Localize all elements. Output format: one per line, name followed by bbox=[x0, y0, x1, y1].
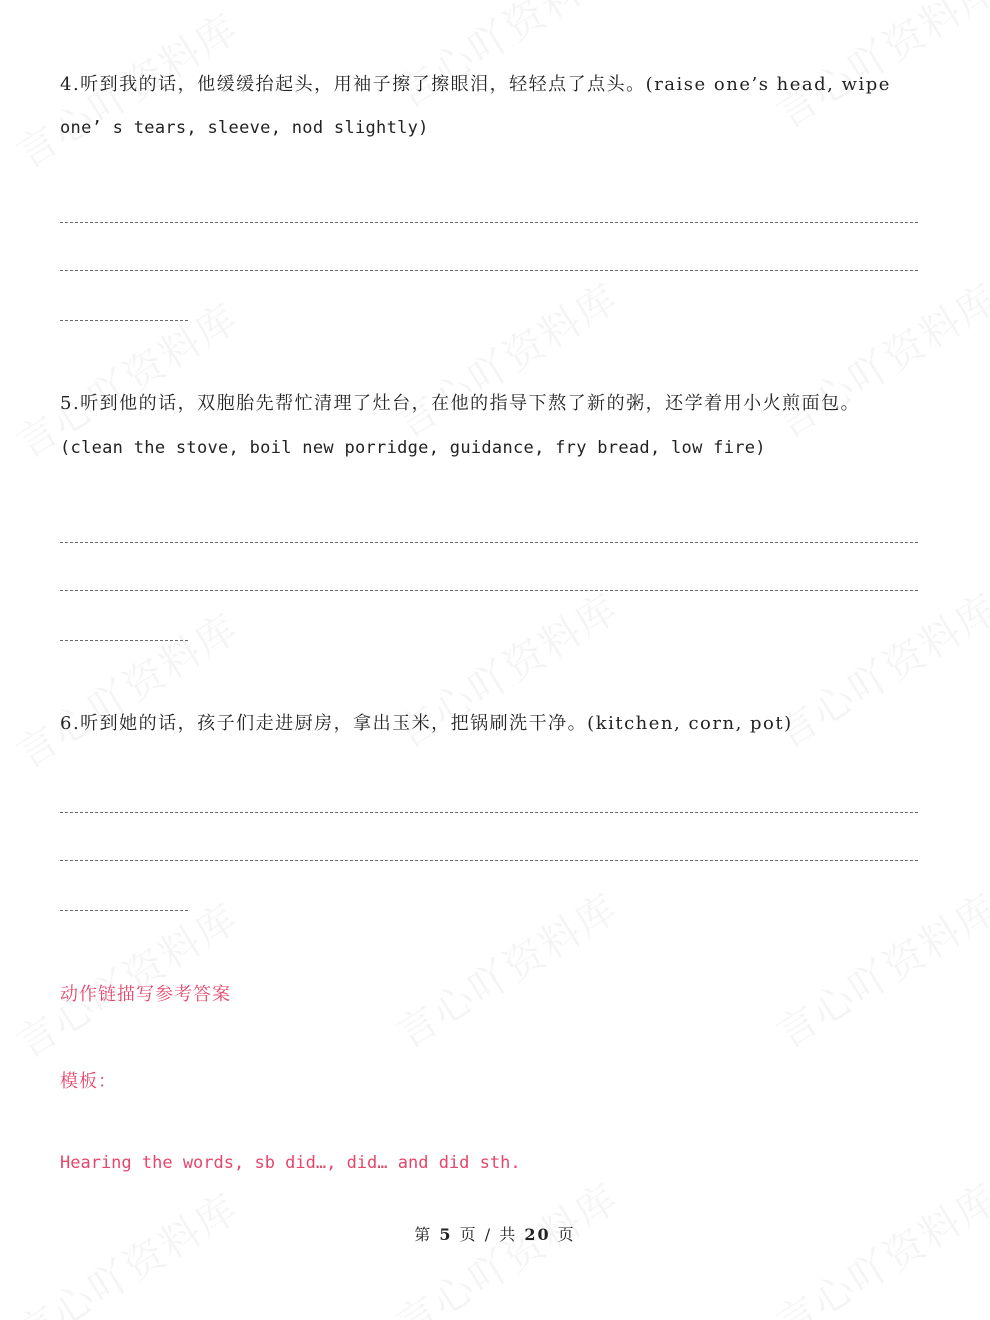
answer-line bbox=[60, 222, 918, 223]
answer-line bbox=[60, 590, 918, 591]
watermark bbox=[4, 888, 248, 1070]
answer-section-title: 动作链描写参考答案 bbox=[60, 984, 231, 1005]
footer-suffix: 页 bbox=[557, 1225, 576, 1244]
question-5-prompt: 5.听到他的话，双胞胎先帮忙清理了灶台，在他的指导下熬了新的粥，还学着用小火煎面包。 bbox=[60, 393, 861, 414]
total-pages: 20 bbox=[524, 1225, 551, 1244]
watermark bbox=[4, 598, 248, 780]
answer-line bbox=[60, 640, 188, 641]
watermark bbox=[384, 0, 628, 119]
answer-line bbox=[60, 910, 188, 911]
watermark bbox=[764, 268, 990, 450]
watermark bbox=[764, 578, 990, 760]
question-4-hint: one’ s tears, sleeve, nod slightly) bbox=[60, 118, 429, 138]
template-label: 模板： bbox=[60, 1071, 117, 1092]
question-6-prompt: 6.听到她的话，孩子们走进厨房，拿出玉米，把锅刷洗干净。(kitchen, corn, pot) bbox=[60, 713, 793, 734]
footer-prefix: 第 bbox=[414, 1225, 433, 1244]
answer-line bbox=[60, 860, 918, 861]
answer-line bbox=[60, 270, 918, 271]
page-footer bbox=[0, 1222, 990, 1245]
question-5-hint: (clean the stove, boil new porridge, guidance, fry bread, low fire) bbox=[60, 438, 766, 458]
answer-line bbox=[60, 320, 188, 321]
answer-line bbox=[60, 542, 918, 543]
watermark bbox=[384, 268, 628, 450]
watermark bbox=[384, 878, 628, 1060]
answer-line bbox=[60, 812, 918, 813]
template-text: Hearing the words, sb did…, did… and did sth. bbox=[60, 1153, 521, 1173]
watermark bbox=[764, 878, 990, 1060]
footer-mid: 页 / 共 bbox=[459, 1225, 518, 1244]
page-number: 5 bbox=[439, 1225, 453, 1244]
watermark bbox=[4, 1178, 248, 1320]
question-4-prompt: 4.听到我的话，他缓缓抬起头，用袖子擦了擦眼泪，轻轻点了点头。(raise one’s head, wipe bbox=[60, 74, 891, 95]
